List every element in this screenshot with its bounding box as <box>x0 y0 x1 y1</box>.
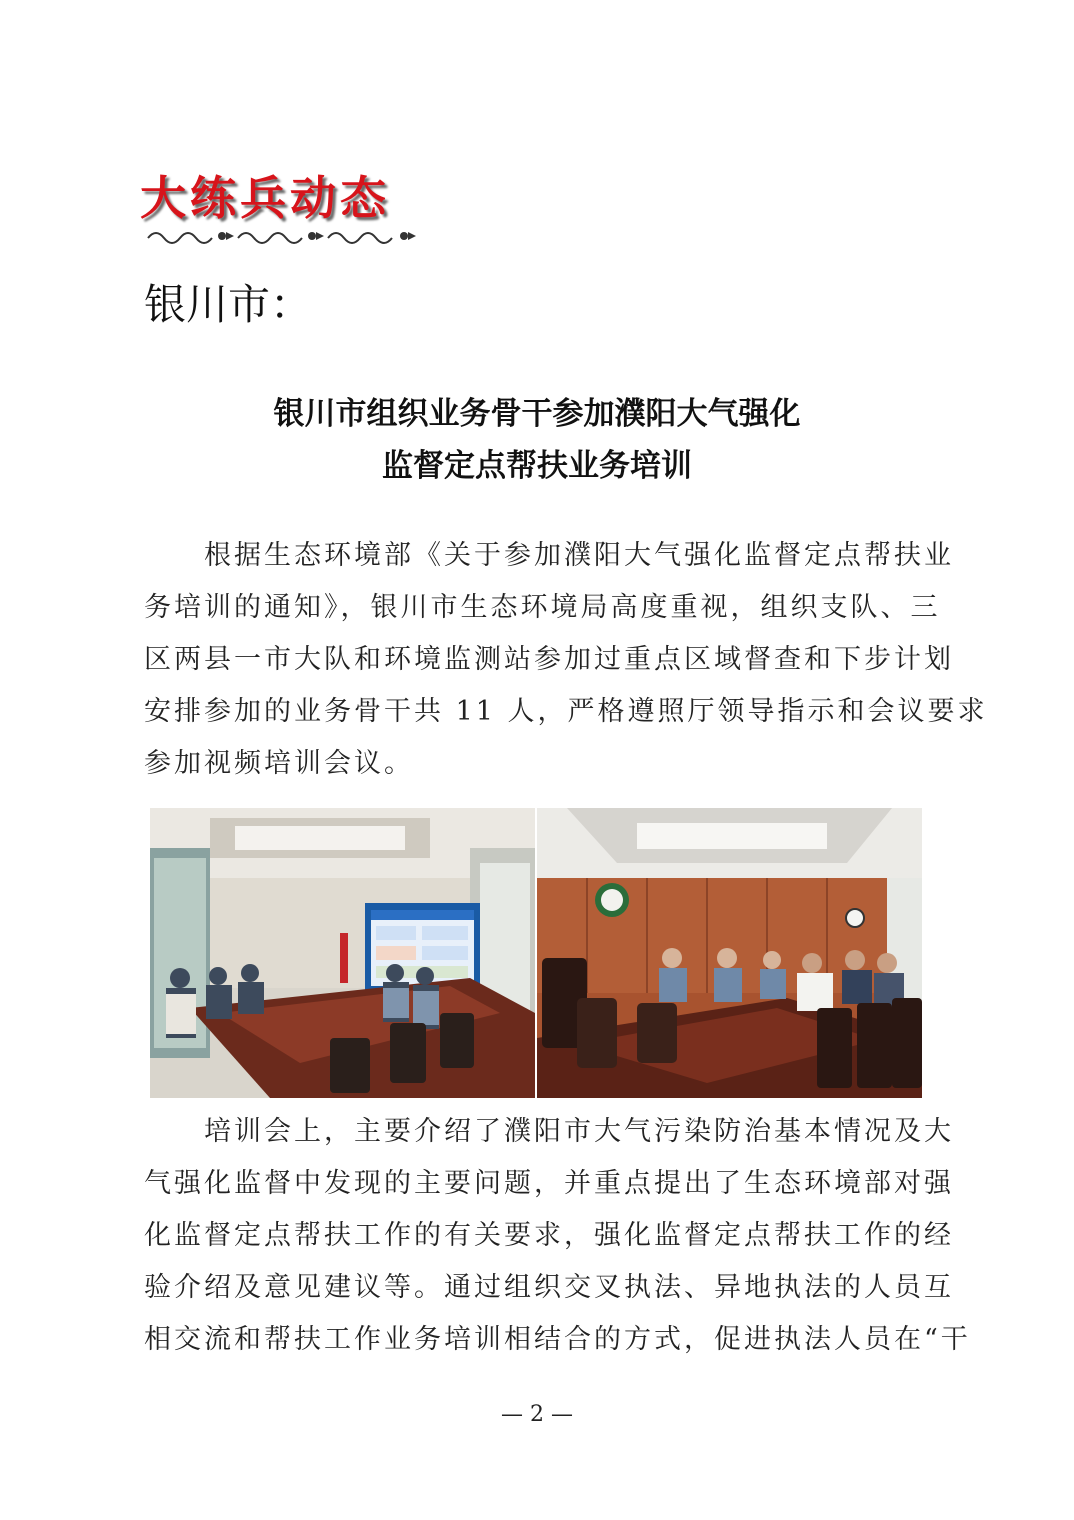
decorative-divider <box>142 222 422 250</box>
paragraph-line: 化监督定点帮扶工作的有关要求，强化监督定点帮扶工作的经 <box>144 1220 954 1251</box>
article-title-line-1: 银川市组织业务骨干参加濮阳大气强化 <box>273 396 801 432</box>
article-title-line-2: 监督定点帮扶业务培训 <box>382 448 692 484</box>
banner-title: 大练兵动态 <box>140 171 390 225</box>
section-heading: 银川市： <box>144 280 313 329</box>
paragraph-1 <box>144 530 988 790</box>
paragraph-line: 气强化监督中发现的主要问题，并重点提出了生态环境部对强 <box>144 1168 954 1199</box>
page-number: — 2 — <box>501 1402 573 1427</box>
paragraph-line: 安排参加的业务骨干共 11 人，严格遵照厅领导指示和会议要求 <box>144 696 988 727</box>
paragraph-line: 区两县一市大队和环境监测站参加过重点区域督查和下步计划 <box>144 644 954 675</box>
paragraph-2 <box>144 1106 971 1366</box>
paragraph-line: 验介绍及意见建议等。通过组织交叉执法、异地执法的人员互 <box>144 1272 954 1303</box>
paragraph-line: 相交流和帮扶工作业务培训相结合的方式，促进执法人员在“干 <box>144 1324 971 1355</box>
paragraph-line: 根据生态环境部《关于参加濮阳大气强化监督定点帮扶业 <box>144 540 954 571</box>
meeting-photo-right <box>537 808 922 1098</box>
paragraph-line: 参加视频培训会议。 <box>144 748 414 779</box>
meeting-photo-left <box>150 808 535 1098</box>
paragraph-line: 务培训的通知》，银川市生态环境局高度重视，组织支队、三 <box>144 592 941 623</box>
paragraph-line: 培训会上，主要介绍了濮阳市大气污染防治基本情况及大 <box>144 1116 954 1147</box>
